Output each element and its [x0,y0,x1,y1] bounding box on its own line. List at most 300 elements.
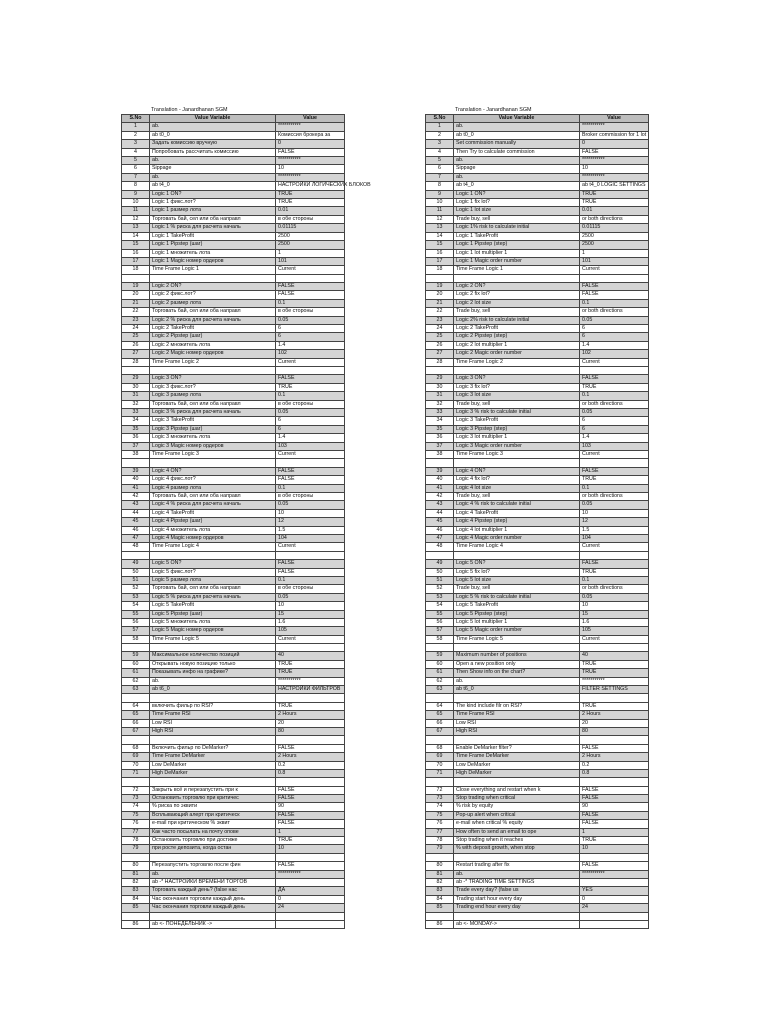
variable-cell: Time Frame Logic 2 [454,358,580,366]
value-cell: 2500 [276,232,345,240]
variable-cell: Logic 1 % риска для расчета началь [150,224,276,232]
row-number-cell: 16 [122,249,150,257]
row-number-cell: 12 [426,215,454,223]
value-cell: Current [580,358,649,366]
header-row [122,115,345,123]
row-number-cell: 31 [426,392,454,400]
table-row [426,325,649,333]
variable-cell: Logic 1 ON? [454,190,580,198]
spacer-row [426,644,649,652]
value-cell: 40 [276,652,345,660]
value-cell: 0.05 [580,409,649,417]
variable-cell: Logic 2 Magic номер ордеров [150,350,276,358]
row-number-cell: 38 [426,451,454,459]
spacer-cell [580,736,649,744]
table-row [426,593,649,601]
header-value: Value [276,115,345,123]
variable-cell: High DeMarker [150,769,276,777]
table-row [426,795,649,803]
table-row [426,878,649,886]
variable-cell: Time Frame RSI [454,711,580,719]
row-number-cell: 85 [426,904,454,912]
row-number-cell: 36 [122,434,150,442]
variable-cell: Time Frame Logic 5 [150,635,276,643]
variable-cell: Logic 1% risk to calculate initial [454,224,580,232]
variable-cell: Logic 5 fix lot? [454,568,580,576]
table-row [122,157,345,165]
value-cell: 1 [276,249,345,257]
value-cell: FALSE [276,560,345,568]
value-cell: *********** [276,173,345,181]
spacer-cell [454,853,580,861]
value-cell: 20 [580,719,649,727]
row-number-cell: 60 [426,660,454,668]
table-row [426,702,649,710]
value-cell: *********** [580,173,649,181]
spacer-cell [276,367,345,375]
spacer-cell [122,778,150,786]
row-number-cell: 23 [426,316,454,324]
row-number-cell: 12 [122,215,150,223]
row-number-cell: 15 [122,241,150,249]
table-row [426,677,649,685]
variable-cell: Stop trading when critical [454,795,580,803]
row-number-cell: 59 [426,652,454,660]
variable-cell: Остановить торговлю при критичес [150,795,276,803]
spacer-cell [580,644,649,652]
table-row [122,560,345,568]
value-cell: 0.1 [580,576,649,584]
table-row [122,635,345,643]
row-number-cell: 30 [426,383,454,391]
variable-cell: Показывать инфо на графике? [150,669,276,677]
table-row [426,173,649,181]
value-cell: 0.2 [276,761,345,769]
spacer-cell [426,551,454,559]
value-cell: ab t4_0 LOGIC SETTINGS [580,182,649,190]
row-number-cell: 73 [426,795,454,803]
row-number-cell: 71 [426,769,454,777]
value-cell: 0.1 [580,392,649,400]
variable-cell: Logic 5 Pipstep (шаг) [150,610,276,618]
value-cell: 10 [276,165,345,173]
variable-cell: ab. [454,173,580,181]
table-row [122,392,345,400]
value-cell: 0.2 [580,761,649,769]
row-number-cell: 17 [122,257,150,265]
table-row [122,224,345,232]
row-number-cell: 28 [426,358,454,366]
spacer-cell [580,367,649,375]
value-cell: FALSE [580,148,649,156]
row-number-cell: 30 [122,383,150,391]
table-row [426,711,649,719]
row-number-cell: 42 [426,492,454,500]
table-row [122,576,345,584]
spacer-cell [426,778,454,786]
variable-cell: Stop trading when it reaches [454,837,580,845]
variable-cell: Trade every day? (false us [454,887,580,895]
variable-cell: Закрыть всё и перезапустить при к [150,786,276,794]
variable-cell: Остановить торговлю при достиже [150,837,276,845]
table-row [122,543,345,551]
table-row [122,761,345,769]
table-row [122,862,345,870]
value-cell: 2 Hours [276,753,345,761]
variable-cell: ab <- MONDAY-> [454,920,580,928]
row-number-cell: 52 [426,585,454,593]
value-cell: FALSE [276,291,345,299]
variable-cell: Logic 1 размер лота [150,207,276,215]
table-row [122,140,345,148]
table-row [426,199,649,207]
variable-cell: Logic 4 ON? [454,467,580,475]
row-number-cell: 43 [122,501,150,509]
table-row [426,576,649,584]
row-number-cell: 34 [426,417,454,425]
value-cell: 1.4 [580,341,649,349]
table-row [426,341,649,349]
header-sno: S.No [426,115,454,123]
value-cell: 0.05 [276,593,345,601]
row-number-cell: 46 [426,526,454,534]
value-cell: *********** [276,157,345,165]
value-cell: 103 [580,442,649,450]
row-number-cell: 2 [426,131,454,139]
row-number-cell: 25 [426,333,454,341]
row-number-cell: 22 [426,308,454,316]
variable-cell: Logic 5 ON? [454,560,580,568]
variable-cell: Logic 5 lot size [454,576,580,584]
table-row [426,425,649,433]
value-cell: *********** [580,677,649,685]
table-row [122,375,345,383]
value-cell: 1.5 [580,526,649,534]
variable-cell: Trade buy, sell [454,308,580,316]
spacer-cell [454,459,580,467]
variable-cell: Logic 3 Magic order number [454,442,580,450]
table-row [122,811,345,819]
row-number-cell: 45 [426,518,454,526]
variable-cell: Logic 1 Pipstep (шаг) [150,241,276,249]
value-cell: FALSE [276,820,345,828]
table-row [426,786,649,794]
value-cell: TRUE [276,660,345,668]
value-cell: FALSE [580,375,649,383]
row-number-cell: 73 [122,795,150,803]
table-row [426,283,649,291]
row-number-cell: 1 [426,123,454,131]
table-row [122,878,345,886]
value-cell: 90 [276,803,345,811]
row-number-cell: 40 [426,476,454,484]
value-cell: FALSE [276,862,345,870]
variable-cell: Logic 3 lot multiplier 1 [454,434,580,442]
row-number-cell: 55 [122,610,150,618]
row-number-cell: 2 [122,131,150,139]
table-row [426,526,649,534]
row-number-cell: 25 [122,333,150,341]
value-cell: *********** [580,123,649,131]
value-cell [276,878,345,886]
variable-cell: Logic 3 TakeProfit [150,417,276,425]
row-number-cell: 3 [122,140,150,148]
table-row [426,291,649,299]
variable-cell: ab t0_0 [454,131,580,139]
spacer-cell [580,274,649,282]
table-row [426,610,649,618]
value-cell: or both directions [580,400,649,408]
row-number-cell: 49 [426,560,454,568]
value-cell: 0.05 [580,593,649,601]
row-number-cell: 48 [122,543,150,551]
variable-cell: Logic 4 ON? [150,467,276,475]
value-cell: FILTER SETTINGS [580,686,649,694]
spacer-row [122,912,345,920]
variable-cell: Maximum number of positions [454,652,580,660]
table-row [122,409,345,417]
variable-cell: Low RSI [454,719,580,727]
table-row [122,753,345,761]
table-row [426,123,649,131]
table-row [426,434,649,442]
variable-cell: Logic 3 Magic номер ордеров [150,442,276,450]
row-number-cell: 65 [122,711,150,719]
row-number-cell: 10 [426,199,454,207]
spacer-row [426,274,649,282]
variable-cell: Logic 5 TakeProfit [150,602,276,610]
value-cell: Комиссия брокера за [276,131,345,139]
variable-cell: Logic 4 TakeProfit [454,509,580,517]
table-row [426,845,649,853]
spacer-cell [150,694,276,702]
table-row [122,837,345,845]
spacer-row [426,912,649,920]
row-number-cell: 39 [426,467,454,475]
table-row [122,895,345,903]
row-number-cell: 69 [122,753,150,761]
row-number-cell: 7 [426,173,454,181]
value-cell: *********** [580,870,649,878]
spacer-cell [122,459,150,467]
value-cell: TRUE [580,383,649,391]
variable-cell: Logic 4 % риска для расчета началь [150,501,276,509]
value-cell: TRUE [580,702,649,710]
variable-cell: ab t0_0 [150,131,276,139]
table-row [122,207,345,215]
table-row [426,476,649,484]
spacer-cell [150,778,276,786]
table-row [426,140,649,148]
value-cell: 0.8 [276,769,345,777]
table-row [426,811,649,819]
table-row [122,249,345,257]
table-row [122,190,345,198]
variable-cell: Logic 1 множитель лота [150,249,276,257]
row-number-cell: 64 [122,702,150,710]
table-row [426,518,649,526]
value-cell: TRUE [276,669,345,677]
spacer-cell [454,551,580,559]
value-cell: 6 [580,333,649,341]
table-row [122,467,345,475]
table-row [122,585,345,593]
value-cell: TRUE [276,383,345,391]
table-row [426,719,649,727]
table-row [122,702,345,710]
spacer-cell [454,778,580,786]
row-number-cell: 6 [122,165,150,173]
value-cell: 0.1 [276,392,345,400]
row-number-cell: 77 [122,828,150,836]
spacer-row [426,459,649,467]
row-number-cell: 83 [122,887,150,895]
value-cell: Current [276,635,345,643]
value-cell: 101 [276,257,345,265]
variable-cell: Trade buy, sell [454,492,580,500]
row-number-cell: 70 [122,761,150,769]
row-number-cell: 9 [426,190,454,198]
variable-cell: Задать комиссию вручную [150,140,276,148]
spacer-cell [276,459,345,467]
value-cell: 0 [580,140,649,148]
spacer-cell [122,853,150,861]
variable-cell: Logic 1 Magic order number [454,257,580,265]
variable-cell: Logic 2 размер лота [150,299,276,307]
variable-cell: Logic 1 фикс.лот? [150,199,276,207]
row-number-cell: 24 [426,325,454,333]
spacer-row [122,551,345,559]
table-row [426,895,649,903]
row-number-cell: 3 [426,140,454,148]
row-number-cell: 19 [122,283,150,291]
row-number-cell: 53 [122,593,150,601]
value-cell: YES [580,887,649,895]
row-number-cell: 21 [122,299,150,307]
spacer-cell [580,551,649,559]
value-cell: or both directions [580,215,649,223]
value-cell: 1 [580,828,649,836]
value-cell: TRUE [276,837,345,845]
variable-cell: Logic 5 lot multiplier 1 [454,618,580,626]
table-row [122,904,345,912]
variable-cell: % risk by equity [454,803,580,811]
spacer-cell [150,367,276,375]
table-row [426,299,649,307]
row-number-cell: 66 [426,719,454,727]
table-row [122,627,345,635]
table-row [426,249,649,257]
row-number-cell: 80 [122,862,150,870]
table-row [122,358,345,366]
row-number-cell: 47 [122,534,150,542]
spacer-row [122,367,345,375]
variable-cell: e-mail при критическом % эквит [150,820,276,828]
table-row [122,677,345,685]
table-row [122,870,345,878]
variable-cell: Time Frame DeMarker [150,753,276,761]
table-row [426,803,649,811]
spacer-cell [276,912,345,920]
variable-cell: Logic 1 fix lot? [454,199,580,207]
table-row [122,299,345,307]
value-cell: FALSE [580,786,649,794]
row-number-cell: 67 [122,728,150,736]
spacer-cell [150,644,276,652]
row-number-cell: 66 [122,719,150,727]
variable-cell: Logic 2 фикс.лот? [150,291,276,299]
value-cell: FALSE [276,786,345,794]
variable-cell: Time Frame Logic 3 [150,451,276,459]
table-row [426,417,649,425]
value-cell: 10 [580,602,649,610]
row-number-cell: 51 [426,576,454,584]
value-cell: FALSE [276,476,345,484]
spacer-cell [122,551,150,559]
variable-cell: Logic 5 Magic order number [454,627,580,635]
variable-cell: Максимальное количество позиций [150,652,276,660]
row-number-cell: 20 [426,291,454,299]
row-number-cell: 76 [122,820,150,828]
value-cell: 102 [276,350,345,358]
table-row [122,744,345,752]
value-cell: 0.1 [580,299,649,307]
table-row [122,283,345,291]
spacer-cell [580,912,649,920]
variable-cell: Logic 1 lot multiplier 1 [454,249,580,257]
value-cell: 1 [580,249,649,257]
row-number-cell: 86 [426,920,454,928]
value-cell: 40 [580,652,649,660]
row-number-cell: 74 [426,803,454,811]
spacer-cell [150,736,276,744]
table-row [122,266,345,274]
row-number-cell: 55 [426,610,454,618]
table-row [426,232,649,240]
spacer-cell [276,694,345,702]
row-number-cell: 68 [426,744,454,752]
variable-cell: Час окончания торговли каждый день [150,895,276,903]
variable-cell: Time Frame Logic 4 [454,543,580,551]
value-cell: Broker commission for 1 lot [580,131,649,139]
value-cell: 6 [276,333,345,341]
spacer-cell [276,736,345,744]
spacer-row [122,274,345,282]
variable-cell: Попробовать рассчитать комиссию [150,148,276,156]
variable-cell: Logic 2 lot size [454,299,580,307]
value-cell: 80 [580,728,649,736]
table-body [122,123,371,929]
variable-cell: Logic 2 Pipstep (шаг) [150,333,276,341]
spacer-cell [276,778,345,786]
row-number-cell: 4 [426,148,454,156]
variable-cell: Торговать каждый день? (false нас [150,887,276,895]
value-cell: 104 [580,534,649,542]
row-number-cell: 9 [122,190,150,198]
value-cell: 1.4 [580,434,649,442]
table-row [122,425,345,433]
table-row [426,669,649,677]
value-cell: 0 [580,895,649,903]
variable-cell: Logic 1 ON? [150,190,276,198]
variable-cell: включить фильр по RSI? [150,702,276,710]
value-cell: FALSE [580,283,649,291]
value-cell: 102 [580,350,649,358]
variable-cell: ab. [150,870,276,878]
variable-cell: ab. [454,677,580,685]
table-body [426,123,649,929]
variable-cell: Logic 5 размер лота [150,576,276,584]
